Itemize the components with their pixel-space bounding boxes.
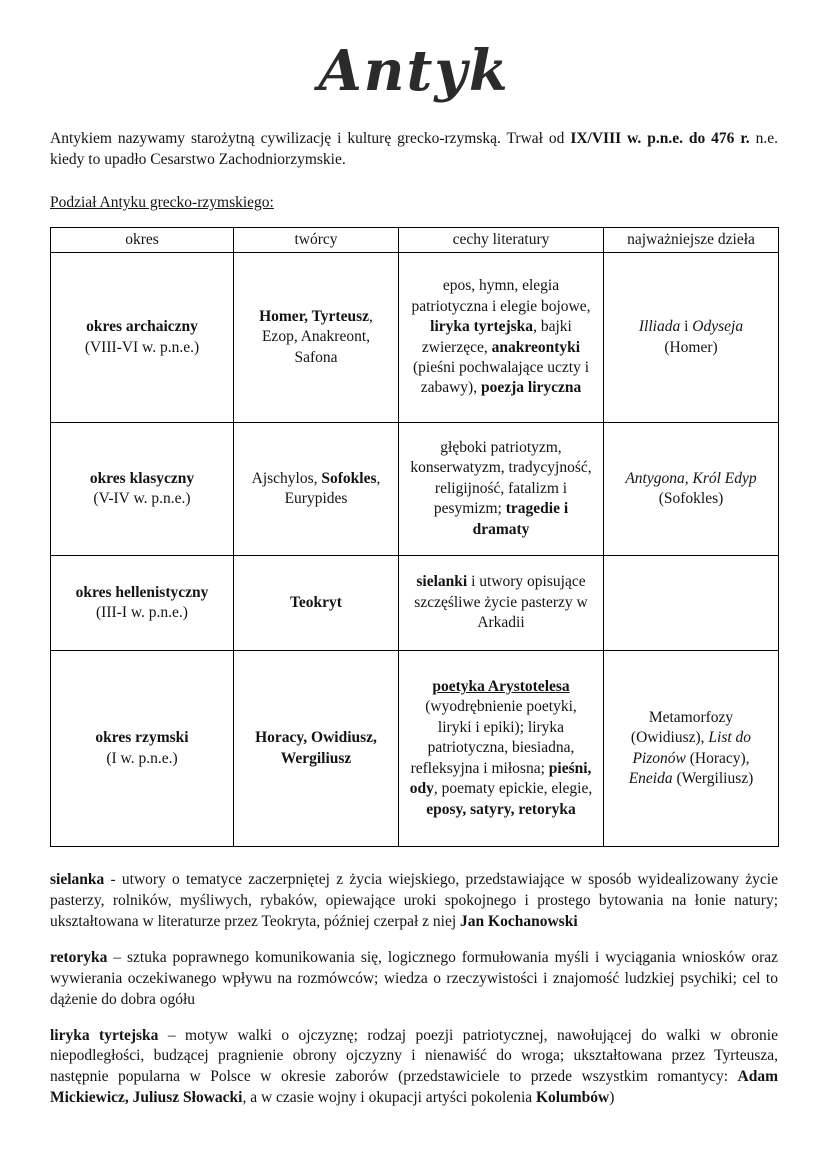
period-years: (VIII-VI w. p.n.e.) xyxy=(84,338,200,356)
section-heading-text: Podział Antyku grecko-rzymskiego: xyxy=(50,193,274,211)
features-cell: epos, hymn, elegia patriotyczna i elegie bojowe, liryka tyrtejska, bajki zwierzęce, anakreontyki (pieśni pochwalające uczty i zabawy), poezja liryczna xyxy=(399,253,604,423)
table-header-row xyxy=(51,227,779,252)
definition-liryka-tyrtejska: liryka tyrtejska – motyw walki o ojczyznę; rodzaj poezji patriotycznej, nawołującej do walki w obronie niepodległości, budzącej pragnienie obrony ojczyzny i nienawiść do wroga; ukształtowana przez Tyrteusza, następnie popularna w Polsce w okresie zaborów (przedstawiciele to przede wszystkim romantycy: Adam Mickiewicz, Juliusz Słowacki, a w czasie wojny i okupacji artyści pokolenia Kolumbów) xyxy=(50,1026,778,1107)
definition-sielanka: sielanka - utwory o tematyce zaczerpniętej z życia wiejskiego, przedstawiające w sposób wyidealizowany życie pasterzy, rolników, myśliwych, rybaków, opiewające uroki spokojnego i prostego bytowania na łonie natury; ukształtowana w literaturze przez Teokryta, później czerpał z niej Jan Kochanowski xyxy=(50,871,778,930)
creators-cell: Horacy, Owidiusz, Wergiliusz xyxy=(234,651,399,847)
works-cell: Antygona, Król Edyp (Sofokles) xyxy=(604,423,779,556)
period-cell xyxy=(51,253,234,423)
table-row-okres-hellenistyczny xyxy=(51,556,779,651)
intro-paragraph: Antykiem nazywamy starożytną cywilizację i kulturę grecko-rzymską. Trwał od IX/VIII w. p.n.e. do 476 r. n.e. kiedy to upadło Cesarstwo Zachodniorzymskie. xyxy=(50,129,778,168)
features-cell: sielanki i utwory opisujące szczęśliwe życie pasterzy w Arkadii xyxy=(399,556,604,651)
table-row-okres-klasyczny xyxy=(51,423,779,556)
definition-retoryka: retoryka – sztuka poprawnego komunikowania się, logicznego formułowania myśli i wyciągania wniosków oraz wywierania oczekiwanego wpływu na rozmówców; wiedza o rzeczywistości i znajomość ludzkiej psychiki; cel to dążenie do dobra ogółu xyxy=(50,948,778,1008)
period-years: (I w. p.n.e.) xyxy=(106,749,178,767)
works-cell: Illiada i Odyseja (Homer) xyxy=(604,253,779,423)
period-name: okres klasyczny xyxy=(89,469,195,487)
column-header-okres: okres xyxy=(51,227,234,252)
works-cell: Metamorfozy (Owidiusz), List do Pizonów (Horacy), Eneida (Wergiliusz) xyxy=(604,651,779,847)
period-years: (III-I w. p.n.e.) xyxy=(96,604,188,622)
works-cell xyxy=(604,556,779,651)
period-cell xyxy=(51,423,234,556)
definitions-section xyxy=(50,870,778,1109)
column-header-najwazniejsze-dziela: najważniejsze dzieła xyxy=(604,227,779,252)
periods-table xyxy=(50,227,779,847)
period-name: okres rzymski xyxy=(95,729,189,747)
table-row-okres-archaiczny xyxy=(51,253,779,423)
period-cell xyxy=(51,651,234,847)
period-name: okres archaiczny xyxy=(86,318,198,336)
section-heading xyxy=(50,193,778,214)
column-header-tworcy: twórcy xyxy=(234,227,399,252)
creators-cell: Ajschylos, Sofokles, Eurypides xyxy=(234,423,399,556)
creators-cell: Teokryt xyxy=(234,556,399,651)
creators-cell: Homer, Tyrteusz, Ezop, Anakreont, Safona xyxy=(234,253,399,423)
features-cell: głęboki patriotyzm, konserwatyzm, tradycyjność, religijność, fatalizm i pesymizm; tragedie i dramaty xyxy=(399,423,604,556)
period-years: (V-IV w. p.n.e.) xyxy=(93,490,191,508)
period-cell xyxy=(51,556,234,651)
features-cell: poetyka Arystotelesa (wyodrębnienie poetyki, liryki i epiki); liryka patriotyczna, biesiadna, refleksyjna i miłosna; pieśni, ody, poematy epickie, elegie, eposy, satyry, retoryka xyxy=(399,651,604,847)
table-row-okres-rzymski xyxy=(51,651,779,847)
period-name: okres hellenistyczny xyxy=(75,583,209,601)
column-header-cechy-literatury: cechy literatury xyxy=(399,227,604,252)
page-title: Antyk xyxy=(318,38,510,104)
